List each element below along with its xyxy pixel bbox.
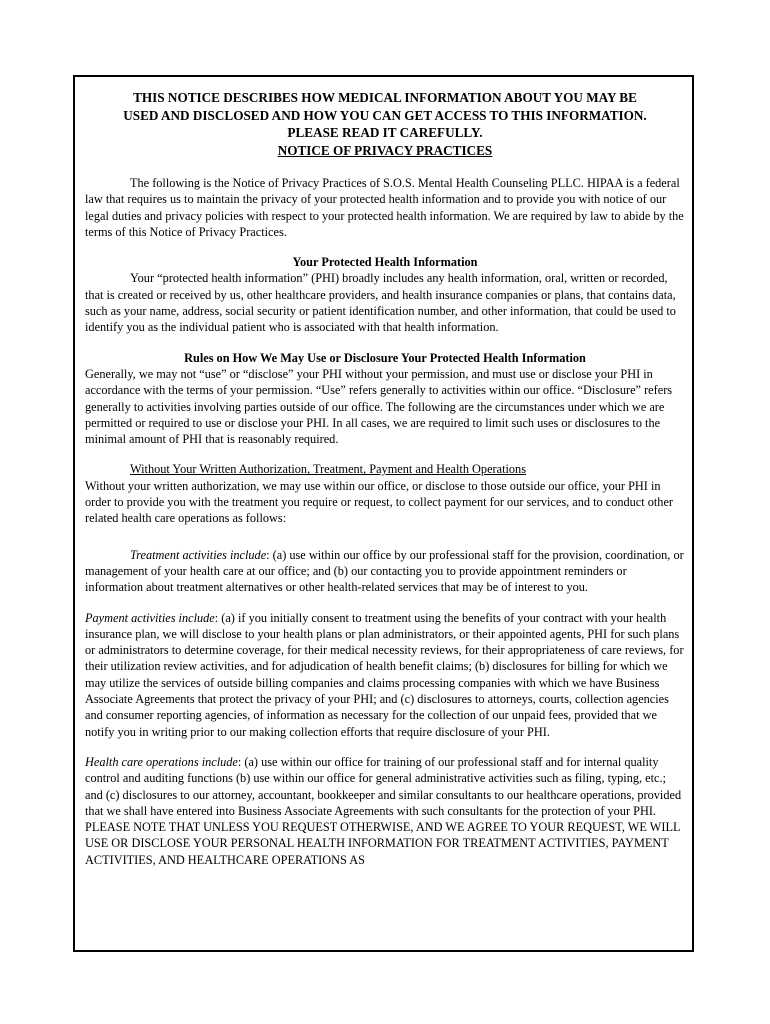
notice-paragraph: PLEASE NOTE THAT UNLESS YOU REQUEST OTHERWISE, AND WE AGREE TO YOUR REQUEST, WE WILL USE OR DISCLOSE YOUR PERSONAL HEALTH INFORMATION FOR TREATMENT ACTIVITIES, PAYMENT ACTIVITIES, AND HEALTHCARE OPERATIONS AS bbox=[85, 820, 681, 867]
operations-paragraph bbox=[85, 754, 685, 819]
document-content bbox=[85, 89, 685, 868]
rules-section-title: Rules on How We May Use or Disclosure Your Protected Health Information bbox=[184, 350, 586, 365]
payment-paragraph bbox=[85, 610, 685, 740]
treatment-text: : (a) use within our office by our professional staff for the provision, coordination, or management of your health care at our office; and (b) our contacting you to provide appointment reminders or information about treatment alternatives or other health-related services that may be of interest to you. bbox=[85, 547, 684, 595]
treatment-label: Treatment activities include bbox=[130, 547, 267, 562]
operations-label: Health care operations include bbox=[85, 754, 238, 769]
header-line-3: PLEASE READ IT CAREFULLY. bbox=[287, 125, 483, 140]
header-line-2: USED AND DISCLOSED AND HOW YOU CAN GET ACCESS TO THIS INFORMATION. bbox=[123, 107, 647, 123]
without-auth-paragraph: Without your written authorization, we may use within our office, or disclose to those outside our office, your PHI in order to provide you with the treatment you require or request, to collect payment for our services, and to conduct other related health care operations as follows: bbox=[85, 478, 674, 526]
without-auth-title: Without Your Written Authorization, Treatment, Payment and Health Operations bbox=[130, 462, 526, 477]
payment-text: : (a) if you initially consent to treatment using the benefits of your contract with your health insurance plan, we will disclose to your health plans or plan administrators, or their appointed agents, PHI for such plans or administrators to determine coverage, for their medical necessity reviews, for their appropriateness of care reviews, for their utilization review activities, and for adjudication of health benefit claims; (b) disclosures for billing for which we may utilize the services of outside billing companies and claims processing companies with which we have Business Associate Agreements that protect the privacy of your PHI; and (c) disclosures to attorneys, courts, collection agencies and consumer reporting agencies, of information as necessary for the collection of our unpaid fees, provided that we notify you in writing prior to our making collection efforts that require disclosure of your PHI. bbox=[85, 610, 684, 739]
document-title: NOTICE OF PRIVACY PRACTICES bbox=[277, 142, 493, 158]
payment-label: Payment activities include bbox=[85, 610, 215, 625]
document-page bbox=[73, 75, 694, 952]
phi-paragraph: Your “protected health information” (PHI) broadly includes any health information, oral, written or recorded, that is created or received by us, other healthcare providers, and health insurance companies or plans, that contains data, such as your name, address, social security or patient identification number, and other information, that could be used to identify you as the individual patient who is associated with that health information. bbox=[85, 271, 676, 335]
intro-paragraph: The following is the Notice of Privacy Practices of S.O.S. Mental Health Counseling PLLC. HIPAA is a federal law that requires us to maintain the privacy of your protected health information and to provide you with notice of our legal duties and privacy policies with respect to your protected health information. We are required by law to abide by the terms of this Notice of Privacy Practices. bbox=[85, 176, 684, 239]
treatment-paragraph bbox=[85, 547, 685, 596]
operations-text: : (a) use within our office for training of our professional staff and for internal quality control and auditing functions (b) use within our office for general administrative activities such as filing, typing, etc.; and (c) disclosures to our attorney, accountant, bookkeeper and similar consultants to our healthcare operations, provided that we shall have entered into Business Associate Agreements with such consultants for the protection of your PHI. bbox=[85, 754, 682, 818]
header-line-1: THIS NOTICE DESCRIBES HOW MEDICAL INFORMATION ABOUT YOU MAY BE bbox=[133, 90, 637, 105]
phi-section-title: Your Protected Health Information bbox=[292, 255, 478, 270]
rules-paragraph: Generally, we may not “use” or “disclose” your PHI without your permission, and must use or disclose your PHI in accordance with the terms of your permission. “Use” refers generally to activities within our office. “Disclosure” refers generally to activities involving parties outside of our office. The following are the circumstances under which we are permitted or required to use or disclose your PHI. In all cases, we are required to limit such uses or disclosures to the minimal amount of PHI that is reasonably required. bbox=[85, 366, 673, 447]
